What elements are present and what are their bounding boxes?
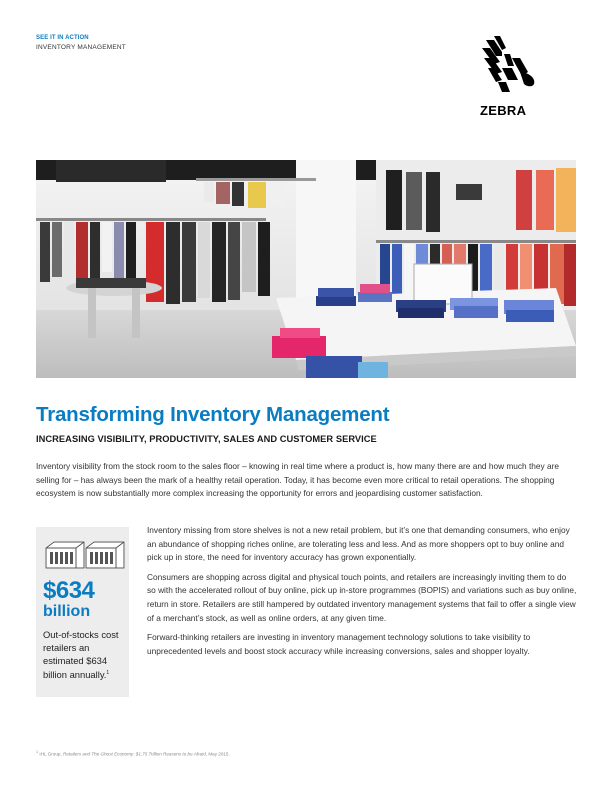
footnote-marker: 1 [106, 670, 110, 676]
footnote-source: IHL Group, [39, 751, 62, 757]
zebra-head-logo-icon [480, 36, 538, 96]
footnote-number: 1 [36, 750, 39, 754]
page-subtitle: INCREASING VISIBILITY, PRODUCTIVITY, SALES AND CUSTOMER SERVICE [36, 434, 377, 444]
body-column [147, 524, 577, 664]
body-paragraph-3: Forward-thinking retailers are investing in inventory management technology solutions to take visibility to unprecedented levels and boost stock accuracy while increasing conversions, sales and shopper loyalty. [147, 632, 531, 656]
body-paragraph-1: Inventory missing from store shelves is not a new retail problem, but it’s one that demanding consumers, who enjoy an abundance of shopping riches online, are tolerating less and less. And as more shoppers opt to buy online and pick up in store, the need for inventory accuracy has grown exponentially. [147, 525, 570, 563]
stat-callout [36, 527, 129, 697]
page-title: Transforming Inventory Management [36, 403, 390, 426]
zebra-logo [480, 36, 538, 118]
section-label: INVENTORY MANAGEMENT [36, 44, 126, 51]
store-shelves-icon [44, 540, 126, 570]
body-paragraph-2: Consumers are shopping across digital and physical touch points, and retailers are increasingly inviting them to do so with the accelerated rollout of buy online, pick up in-store programmes (BOPIS) and variations such as buy online, return in store. Retailers are still hampered by outdated inventory management systems that fail to offer a single view of a merchant’s stock, as well as online orders, at any given time. [147, 571, 577, 623]
retail-store-photo-icon [36, 160, 576, 378]
intro-paragraph: Inventory visibility from the stock room to the sales floor – knowing in real time where a product is, how many there are and how much they are selling for – has always been the mark of a healthy retail operation. Today, it has become even more critical to retail operations. The shopping ecosystem is now substantially more complex increasing the opportunity for errors and jeopardising customer satisfaction. [36, 461, 559, 499]
hero-image [36, 160, 576, 378]
stat-description [43, 628, 127, 681]
footnote [36, 750, 230, 757]
stat-unit: billion [43, 603, 91, 620]
kicker-label: SEE IT IN ACTION [36, 35, 89, 41]
logo-wordmark: ZEBRA [480, 103, 527, 118]
stat-value: $634 [43, 577, 95, 604]
footnote-title: Retailers and The Ghost Economy: $1.75 Trillion Reasons to be Afraid, [63, 751, 208, 757]
footnote-date: May 2015. [208, 751, 230, 757]
eyebrow [36, 34, 126, 52]
stat-description-text: Out-of-stocks cost retailers an estimated $634 billion annually. [43, 629, 119, 681]
